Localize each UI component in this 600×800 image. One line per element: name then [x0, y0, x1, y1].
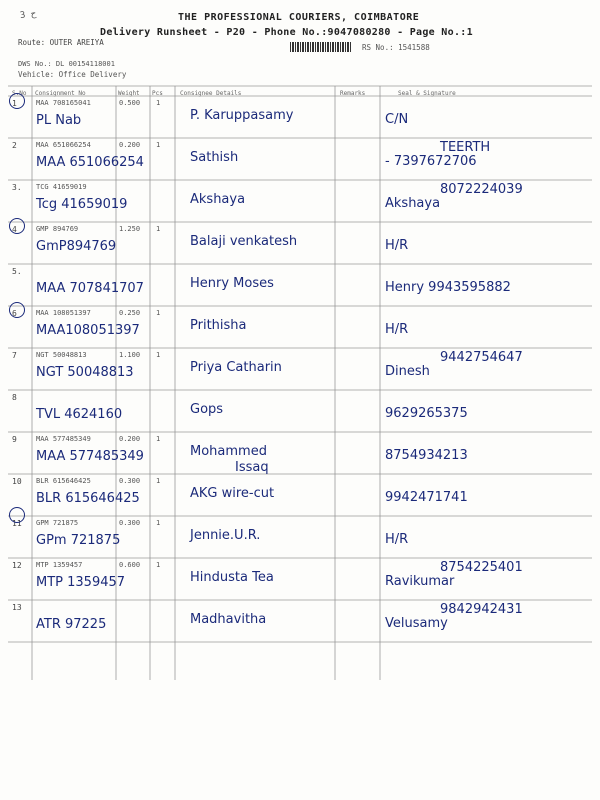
printed-weight: 0.600	[119, 561, 141, 569]
handwritten-awb: GPm 721875	[36, 533, 121, 548]
printed-consignment: BLR 615646425	[36, 477, 91, 485]
corner-mark: ح 3	[19, 8, 37, 22]
remark-signature: C/N	[385, 112, 409, 127]
printed-consignment: GMP 894769	[36, 225, 79, 233]
runsheet-line: Delivery Runsheet - P20 - Phone No.:9047080280 - Page No.:1	[100, 27, 473, 38]
printed-consignment: MAA 108051397	[36, 309, 91, 317]
remark-signature: Ravikumar	[385, 574, 455, 589]
col-sno: S.No	[12, 90, 27, 97]
remark-signature: Henry 9943595882	[385, 280, 511, 295]
handwritten-awb: GmP894769	[36, 239, 117, 254]
consignee-name: Jennie.U.R.	[190, 528, 261, 543]
remark-signature: 9629265375	[385, 406, 468, 421]
row-number: 11	[12, 519, 22, 528]
company-title: THE PROFESSIONAL COURIERS, COIMBATORE	[178, 12, 420, 23]
remark-signature-2: 8754225401	[440, 560, 523, 575]
consignee-name: Balaji venkatesh	[190, 234, 298, 249]
consignee-name: Priya Catharin	[190, 360, 282, 375]
consignee-name-2: Issaq	[235, 460, 269, 475]
printed-consignment: GPM 721875	[36, 519, 79, 527]
consignee-name: Akshaya	[190, 192, 246, 207]
printed-consignment: MTP 1359457	[36, 561, 83, 569]
handwritten-awb: NGT 50048813	[36, 365, 134, 380]
handwritten-awb: MAA108051397	[36, 323, 140, 338]
remark-signature: 8754934213	[385, 448, 468, 463]
printed-pcs: 1	[156, 225, 161, 233]
consignee-name: Sathish	[190, 150, 239, 165]
printed-pcs: 1	[156, 351, 161, 359]
remark-signature-2: 9442754647	[440, 350, 523, 365]
row-circle-mark	[9, 507, 25, 523]
printed-pcs: 1	[156, 141, 161, 149]
remark-signature: Akshaya	[385, 196, 441, 211]
printed-weight: 0.300	[119, 519, 141, 527]
printed-weight: 1.250	[119, 225, 141, 233]
printed-pcs: 1	[156, 99, 161, 107]
consignee-name: Gops	[190, 402, 224, 417]
row-number: 10	[12, 477, 22, 486]
remark-signature: 9942471741	[385, 490, 468, 505]
row-circle-mark	[9, 218, 25, 234]
printed-weight: 0.500	[119, 99, 141, 107]
handwritten-awb: MAA 707841707	[36, 281, 144, 296]
row-number: 7	[12, 351, 17, 360]
printed-pcs: 1	[156, 561, 161, 569]
handwritten-awb: TVL 4624160	[36, 407, 123, 422]
row-circle-mark	[9, 93, 25, 109]
col-weight: Weight	[118, 90, 140, 97]
remark-signature: Velusamy	[385, 616, 448, 631]
printed-weight: 0.200	[119, 141, 141, 149]
remark-signature: Dinesh	[385, 364, 430, 379]
printed-pcs: 1	[156, 309, 161, 317]
consignee-name: Hindusta Tea	[190, 570, 274, 585]
row-number: 5.	[12, 267, 22, 276]
row-circle-mark	[9, 302, 25, 318]
consignee-name: AKG wire-cut	[190, 486, 275, 501]
consignee-name: P. Karuppasamy	[190, 108, 294, 123]
row-number: 8	[12, 393, 17, 402]
row-number: 2	[12, 141, 17, 150]
col-remarks: Remarks	[340, 90, 366, 97]
printed-weight: 0.250	[119, 309, 141, 317]
row-number: 9	[12, 435, 17, 444]
printed-weight: 0.200	[119, 435, 141, 443]
printed-consignment: MAA 708165041	[36, 99, 91, 107]
printed-consignment: TCG 41659019	[36, 183, 87, 191]
printed-pcs: 1	[156, 519, 161, 527]
col-pcs: Pcs	[152, 90, 163, 97]
col-seal-signature: Seal & Signature	[398, 90, 456, 97]
remark-signature: H/R	[385, 532, 409, 547]
consignee-name: Mohammed	[190, 444, 267, 459]
consignee-name: Henry Moses	[190, 276, 274, 291]
row-number: 1	[12, 99, 17, 108]
handwritten-awb: MTP 1359457	[36, 575, 126, 590]
consignee-name: Prithisha	[190, 318, 247, 333]
rs-number: RS No.: 1541588	[362, 43, 430, 52]
col-consignment: Consignment No	[35, 90, 86, 97]
remark-signature-2: TEERTH	[440, 140, 491, 155]
remark-signature: H/R	[385, 322, 409, 337]
row-number: 4	[12, 225, 17, 234]
printed-consignment: MAA 577485349	[36, 435, 91, 443]
handwritten-awb: PL Nab	[36, 113, 82, 128]
consignee-name: Madhavitha	[190, 612, 267, 627]
printed-weight: 0.300	[119, 477, 141, 485]
remark-signature-2: 8072224039	[440, 182, 523, 197]
dws-number: DWS No.: DL 00154118001	[18, 60, 115, 68]
printed-weight: 1.100	[119, 351, 141, 359]
handwritten-awb: MAA 577485349	[36, 449, 144, 464]
remark-signature-2: 9842942431	[440, 602, 523, 617]
col-consignee: Consignee Details	[180, 90, 242, 97]
remark-signature: - 7397672706	[385, 154, 477, 169]
handwritten-awb: BLR 615646425	[36, 491, 140, 506]
handwritten-awb: Tcg 41659019	[36, 197, 128, 212]
row-number: 6	[12, 309, 17, 318]
handwritten-awb: MAA 651066254	[36, 155, 144, 170]
vehicle-label: Vehicle: Office Delivery	[18, 70, 127, 79]
printed-pcs: 1	[156, 435, 161, 443]
remark-signature: H/R	[385, 238, 409, 253]
printed-consignment: NGT 50048813	[36, 351, 87, 359]
printed-consignment: MAA 651066254	[36, 141, 91, 149]
route-label: Route: OUTER AREIYA	[18, 38, 104, 47]
row-number: 12	[12, 561, 22, 570]
printed-pcs: 1	[156, 477, 161, 485]
row-number: 13	[12, 603, 22, 612]
handwritten-awb: ATR 97225	[36, 617, 107, 632]
row-number: 3.	[12, 183, 22, 192]
